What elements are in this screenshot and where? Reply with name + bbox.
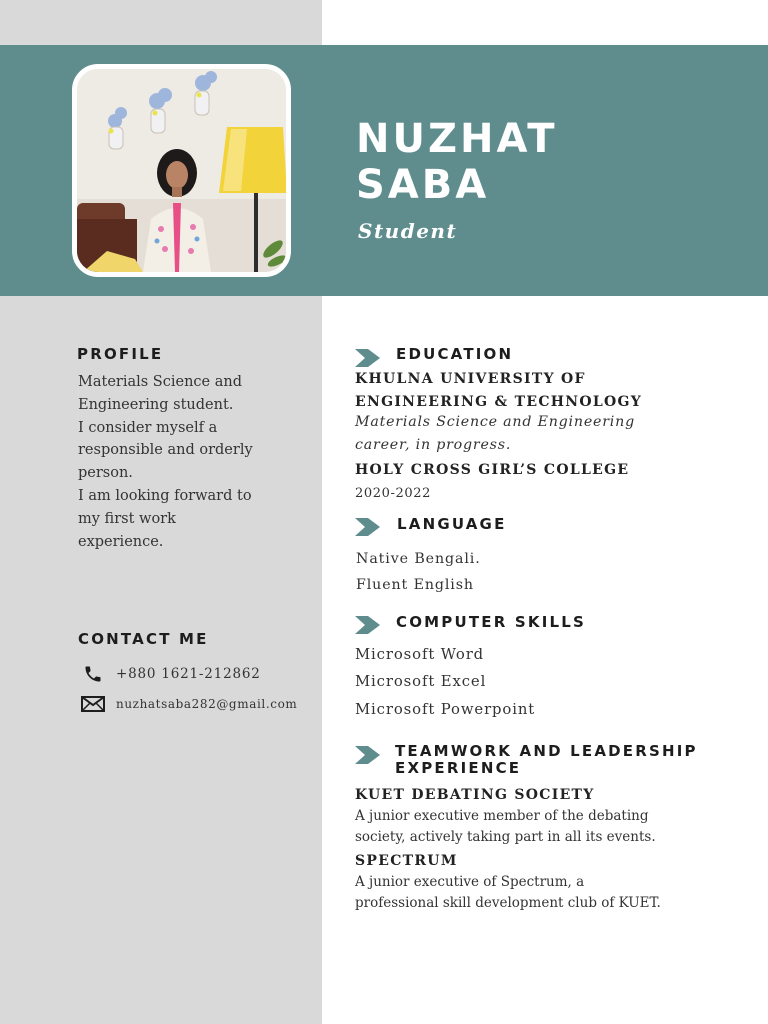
skill-item: Microsoft Excel	[355, 673, 487, 690]
computer-skills-list	[355, 646, 535, 718]
person-name	[356, 116, 558, 208]
contact-phone	[80, 664, 261, 684]
chevron-right-icon	[355, 615, 381, 635]
contact-email	[80, 694, 297, 714]
school-name-holy-cross: HOLY CROSS GIRL’S COLLEGE	[355, 462, 630, 478]
profile-text	[78, 371, 278, 553]
education-heading: EDUCATION	[396, 345, 514, 363]
profile-line: I am looking forward to	[78, 487, 252, 504]
profile-line: my first work	[78, 510, 176, 527]
profile-line: person.	[78, 465, 133, 482]
language-heading: LANGUAGE	[397, 515, 507, 533]
language-item: Fluent English	[356, 577, 474, 593]
profile-line: I consider myself a	[78, 419, 218, 436]
name-line-2: SABA	[356, 162, 490, 208]
school-name-line: ENGINEERING & TECHNOLOGY	[355, 393, 643, 410]
envelope-icon	[80, 694, 106, 714]
person-role: Student	[358, 219, 458, 243]
org-spectrum: SPECTRUM	[355, 853, 458, 869]
org-kuet-debating-description	[355, 806, 705, 848]
contact-heading: CONTACT ME	[78, 630, 209, 648]
profile-line: experience.	[78, 533, 164, 550]
phone-icon	[80, 664, 106, 684]
profile-heading: PROFILE	[77, 345, 164, 363]
chevron-right-icon	[355, 745, 381, 765]
program-line: career, in progress.	[355, 437, 512, 453]
description-line: A junior executive of Spectrum, a	[355, 874, 585, 890]
description-line: society, actively taking part in all its events.	[355, 829, 656, 845]
computer-skills-heading: COMPUTER SKILLS	[396, 613, 587, 631]
chevron-right-icon	[355, 348, 381, 368]
teamwork-heading-line: EXPERIENCE	[395, 759, 522, 777]
teamwork-heading-line: TEAMWORK AND LEADERSHIP	[395, 742, 698, 760]
phone-number[interactable]: +880 1621-212862	[116, 666, 261, 682]
skill-item: Microsoft Powerpoint	[355, 701, 536, 718]
program-line: Materials Science and Engineering	[355, 414, 635, 430]
school-name-line: KHULNA UNIVERSITY OF	[355, 371, 586, 387]
org-kuet-debating: KUET DEBATING SOCIETY	[355, 787, 595, 803]
org-spectrum-description	[355, 872, 705, 914]
school-years: 2020-2022	[355, 486, 431, 501]
name-line-1: NUZHAT	[356, 116, 558, 162]
description-line: professional skill development club of KUET.	[355, 895, 661, 911]
skill-item: Microsoft Word	[355, 646, 485, 663]
teamwork-heading	[395, 743, 698, 777]
program-description	[355, 411, 635, 457]
email-address[interactable]: nuzhatsaba282@gmail.com	[116, 697, 298, 711]
profile-line: Materials Science and	[78, 374, 242, 390]
language-item: Native Bengali.	[356, 551, 481, 567]
school-name-kuet	[355, 368, 642, 413]
description-line: A junior executive member of the debating	[355, 808, 649, 824]
profile-photo	[72, 64, 291, 277]
profile-line: responsible and orderly	[78, 442, 253, 459]
profile-line: Engineering student.	[78, 396, 234, 413]
profile-photo-image	[77, 69, 286, 272]
chevron-right-icon	[355, 517, 381, 537]
